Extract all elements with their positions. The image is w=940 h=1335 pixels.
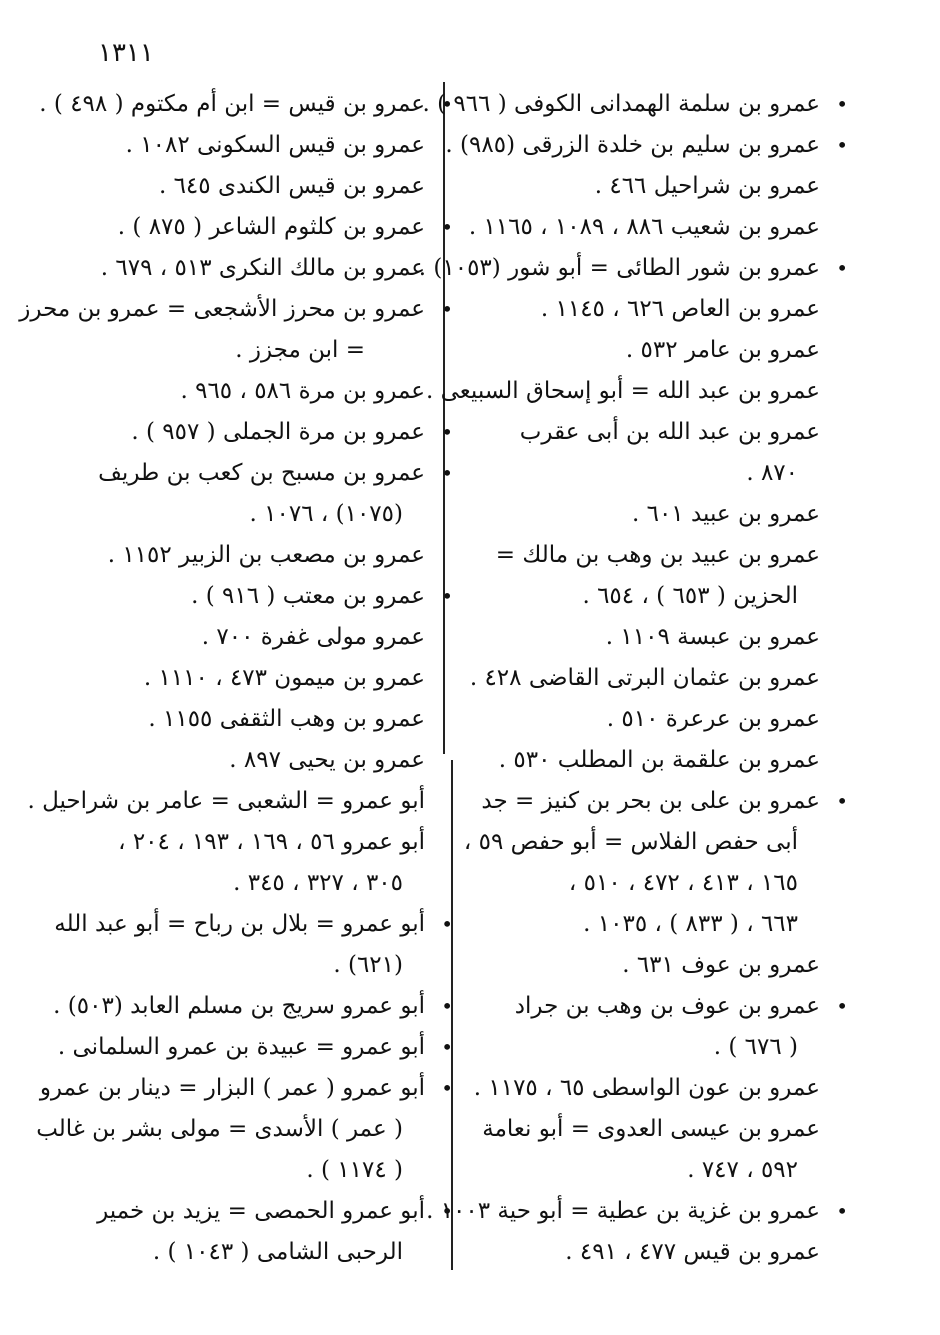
index-entry: عمرو بن عبيد بن وهب بن مالك = — [495, 542, 820, 568]
index-entry-bulleted: • عمرو بن شور الطائى = أبو شور (١٠٥٣) . — [470, 248, 820, 289]
index-entry-bulleted: • عمرو بن مرة الجملى ( ٩٥٧ ) . — [80, 412, 425, 453]
index-entry-continuation: (٦٢١) . — [333, 952, 403, 978]
index-entry-continuation: = ابن مجزز . — [235, 337, 365, 363]
index-entry: عمرو بن مصعب بن الزبير ١١٥٢ . — [107, 542, 425, 568]
index-entry-continuation: ٥٩٢ ، ٧٤٧ . — [687, 1157, 798, 1183]
index-entry-bulleted: • عمرو بن مسبح بن كعب بن طريف — [80, 453, 425, 494]
index-entry-bulleted: • عمرو بن على بن بحر بن كنيز = جد — [470, 781, 820, 822]
index-entry-bulleted: • عمرو بن كلثوم الشاعر ( ٨٧٥ ) . — [80, 207, 425, 248]
index-entry-bulleted: • عمرو بن قيس = ابن أم مكتوم ( ٤٩٨ ) . — [80, 84, 425, 125]
index-entry: أبو عمرو = الشعبى = عامر بن شراحيل . — [27, 788, 425, 814]
left-column — [19, 84, 425, 1273]
index-entry: عمرو بن عبيد ٦٠١ . — [631, 501, 820, 527]
index-entry-continuation: (١٠٧٥) ، ١٠٧٦ . — [249, 501, 403, 527]
index-entry-continuation: الحزين ( ٦٥٣ ) ، ٦٥٤ . — [582, 583, 798, 609]
index-entry-bulleted: • أبو عمرو = عبيدة بن عمرو السلمانى . — [80, 1027, 425, 1068]
index-entry: عمرو بن عثمان البرتى القاضى ٤٢٨ . — [469, 665, 820, 691]
page-number: ١٣١١ — [98, 38, 154, 68]
index-entry-continuation: ٣٠٥ ، ٣٢٧ ، ٣٤٥ . — [233, 870, 403, 896]
index-entry-bulleted: • عمرو بن سليم بن خلدة الزرقى (٩٨٥) . — [470, 125, 820, 166]
index-entry: عمرو بن العاص ٦٢٦ ، ١١٤٥ . — [540, 296, 820, 322]
index-entry: أبو عمرو ٥٦ ، ١٦٩ ، ١٩٣ ، ٢٠٤ ، — [118, 829, 425, 855]
index-entry-continuation: ٦٦٣ ، ( ٨٣٣ ) ، ١٠٣٥ . — [583, 911, 798, 937]
index-entry: عمرو بن شعيب ٨٨٦ ، ١٠٨٩ ، ١١٦٥ . — [468, 214, 820, 240]
index-entry: عمرو مولى غفرة ٧٠٠ . — [201, 624, 425, 650]
index-entry: عمرو بن مالك النكرى ٥١٣ ، ٦٧٩ . — [100, 255, 425, 281]
index-entry-bulleted: • عمرو بن عوف بن وهب بن جراد — [470, 986, 820, 1027]
index-entry: عمرو بن عبسة ١١٠٩ . — [605, 624, 820, 650]
index-entry-continuation: ١٦٥ ، ٤١٣ ، ٤٧٢ ، ٥١٠ ، — [568, 870, 798, 896]
index-entry-continuation: أبى حفص الفلاس = أبو حفص ٥٩ ، — [463, 829, 798, 855]
index-entry: عمرو بن قيس السكونى ١٠٨٢ . — [125, 132, 425, 158]
index-entry: عمرو بن مرة ٥٨٦ ، ٩٦٥ . — [180, 378, 425, 404]
index-entry: عمرو بن عون الواسطى ٦٥ ، ١١٧٥ . — [473, 1075, 820, 1101]
index-entry-continuation: ( ١١٧٤ ) . — [306, 1157, 403, 1183]
index-entry: عمرو بن عامر ٥٣٢ . — [625, 337, 820, 363]
index-entry-bulleted: • عمرو بن معتب ( ٩١٦ ) . — [80, 576, 425, 617]
index-entry-bulleted: • أبو عمرو الحمصى = يزيد بن خمير — [80, 1191, 425, 1232]
index-entry-bulleted: • عمرو بن محرز الأشجعى = عمرو بن محرز — [80, 289, 425, 330]
index-entry: عمرو بن شراحيل ٤٦٦ . — [594, 173, 820, 199]
right-column — [418, 84, 820, 1273]
index-entry-continuation: ( عمر ) الأسدى = مولى بشر بن غالب — [36, 1116, 403, 1142]
index-entry: عمرو بن قيس الكندى ٦٤٥ . — [158, 173, 425, 199]
index-entry-bulleted: • عمرو بن سلمة الهمدانى الكوفى ( ٩٦٦ ) . — [470, 84, 820, 125]
index-entry: عمرو بن عبد الله بن أبى عقرب — [519, 419, 820, 445]
index-entry-bulleted: • عمرو بن غزية بن عطية = أبو حية ١٠٠٣ . — [470, 1191, 820, 1232]
index-entry-continuation: ٨٧٠ . — [746, 460, 798, 486]
index-entry-bulleted: • أبو عمرو = بلال بن رباح = أبو عبد الله — [80, 904, 425, 945]
index-entry: عمرو بن عرعرة ٥١٠ . — [606, 706, 820, 732]
index-entry: عمرو بن عبد الله = أبو إسحاق السبيعى . — [426, 378, 820, 404]
index-entry-continuation: الرحبى الشامى ( ١٠٤٣ ) . — [152, 1239, 403, 1265]
index-entry-bulleted: • أبو عمرو ( عمر ) البزار = دينار بن عمرو — [80, 1068, 425, 1109]
index-entry: عمرو بن عيسى العدوى = أبو نعامة — [482, 1116, 820, 1142]
index-entry: عمرو بن ميمون ٤٧٣ ، ١١١٠ . — [143, 665, 425, 691]
index-entry: عمرو بن عوف ٦٣١ . — [622, 952, 820, 978]
index-entry-bulleted: • أبو عمرو سريج بن مسلم العابد (٥٠٣) . — [80, 986, 425, 1027]
index-entry: عمرو بن قيس ٤٧٧ ، ٤٩١ . — [565, 1239, 820, 1265]
index-entry-continuation: ( ٦٧٦ ) . — [713, 1034, 798, 1060]
index-entry: عمرو بن علقمة بن المطلب ٥٣٠ . — [498, 747, 820, 773]
index-entry: عمرو بن وهب الثقفى ١١٥٥ . — [148, 706, 425, 732]
index-entry: عمرو بن يحيى ٨٩٧ . — [229, 747, 425, 773]
